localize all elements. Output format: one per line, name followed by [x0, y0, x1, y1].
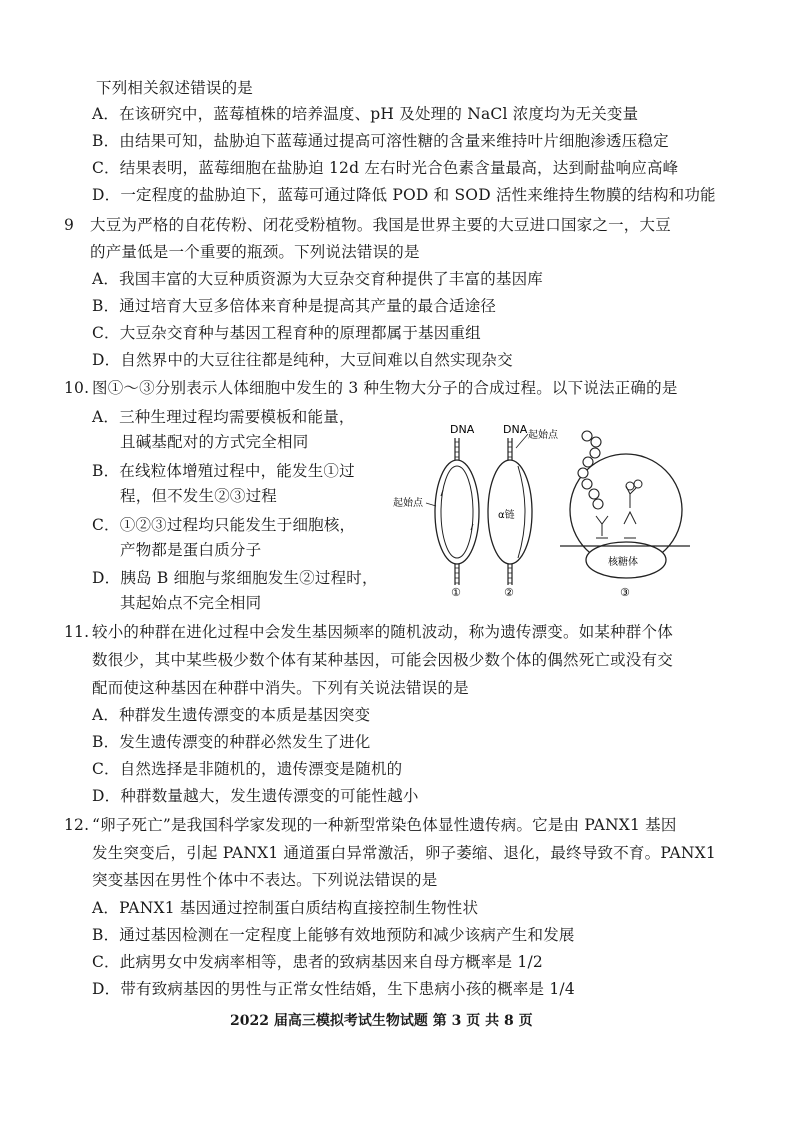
q12-option-a: A．PANX1 基因通过控制蛋白质结构直接控制生物性状	[92, 899, 479, 917]
q9-option-a: A．我国丰富的大豆种质资源为大豆杂交育种提供了丰富的基因库	[92, 270, 543, 288]
polypeptide-chain	[578, 431, 603, 509]
figure-mark3: ③	[620, 586, 630, 599]
replication-arrows	[441, 490, 473, 530]
q11-stem-line2: 数很少，其中某些极少数个体有某种基因，可能会因极少数个体的偶然死亡或没有交	[92, 651, 673, 669]
origin-left-pointer	[426, 503, 436, 506]
q12-option-c: C．此病男女中发病率相等，患者的致病基因来自母方概率是 1/2	[92, 953, 543, 971]
trna-molecules	[596, 480, 642, 538]
q9-number: 9	[64, 216, 75, 234]
q9-option-d: D．自然界中的大豆往往都是纯种，大豆间难以自然实现杂交	[92, 351, 513, 369]
replication-bubble-inner	[441, 466, 473, 558]
q11-option-a: A．种群发生遗传漂变的本质是基因突变	[92, 706, 371, 724]
q10-option-a-line1: A．三种生理过程均需要模板和能量，	[92, 408, 355, 426]
q10-option-c-line2: 产物都是蛋白质分子	[120, 541, 262, 559]
q10-option-a-line2: 且碱基配对的方式完全相同	[120, 433, 309, 451]
dna2-bottom-rungs	[508, 568, 512, 583]
figure-origin-top-label: 起始点	[528, 430, 558, 441]
q9-option-c: C．大豆杂交育种与基因工程育种的原理都属于基因重组	[92, 324, 481, 342]
figure-mark1: ①	[451, 586, 461, 599]
q10-stem: 图①～③分别表示人体细胞中发生的 3 种生物大分子的合成过程。以下说法正确的是	[92, 379, 678, 397]
dna1-bottom-rungs	[455, 568, 459, 583]
q9-stem-line2: 的产量低是一个重要的瓶颈。下列说法错误的是	[90, 243, 420, 261]
q11-number: 11.	[64, 623, 90, 641]
q12-stem-line3: 突变基因在男性个体中不表达。下列说法错误的是	[92, 871, 438, 889]
q11-stem-line3: 配而使这种基因在种群中消失。下列有关说法错误的是	[92, 679, 469, 697]
figure-a-chain-label: α链	[498, 510, 515, 521]
figure-mark2: ②	[504, 586, 514, 599]
q9-option-b: B．通过培育大豆多倍体来育种是提高其产量的最合适途径	[92, 297, 497, 315]
q8-option-d: D．一定程度的盐胁迫下，蓝莓可通过降低 POD 和 SOD 活性来维持生物膜的结构和功能	[92, 186, 716, 204]
dna2-top-rungs	[508, 442, 512, 457]
q10-option-d-line1: D．胰岛 B 细胞与浆细胞发生②过程时，	[92, 569, 378, 587]
q10-option-b-line1: B．在线粒体增殖过程中，能发生①过	[92, 462, 355, 480]
q11-stem-line1: 较小的种群在进化过程中会发生基因频率的随机波动，称为遗传漂变。如某种群个体	[92, 623, 673, 641]
origin-top-pointer	[516, 434, 528, 448]
q9-stem-line1: 大豆为严格的自花传粉、闭花受粉植物。我国是世界主要的大豆进口国家之一，大豆	[90, 216, 671, 234]
page-footer: 2022 届高三模拟考试生物试题 第 3 页 共 8 页	[230, 1013, 533, 1029]
q8-stem: 下列相关叙述错误的是	[96, 79, 254, 97]
q10-option-d-line2: 其起始点不完全相同	[120, 594, 262, 612]
q10-option-c-line1: C．①②③过程均只能发生于细胞核，	[92, 516, 356, 534]
figure-dna2-label: DNA	[503, 423, 528, 436]
figure-ribosome-label: 核糖体	[608, 557, 638, 568]
q8-option-a: A．在该研究中，蓝莓植株的培养温度、pH 及处理的 NaCl 浓度均为无关变量	[92, 105, 639, 123]
q10-number: 10.	[64, 379, 90, 397]
rna-strand	[518, 466, 525, 558]
q10-option-b-line2: 程，但不发生②③过程	[120, 487, 278, 505]
q12-stem-line1: “卵子死亡”是我国科学家发现的一种新型常染色体显性遗传病。它是由 PANX1 基因	[92, 816, 677, 834]
q12-stem-line2: 发生突变后，引起 PANX1 通道蛋白异常激活，卵子萎缩、退化，最终导致不育。PANX1	[92, 844, 716, 862]
q8-option-c: C．结果表明，蓝莓细胞在盐胁迫 12d 左右时光合色素含量最高，达到耐盐响应高峰	[92, 159, 679, 177]
q8-option-b: B．由结果可知，盐胁迫下蓝莓通过提高可溶性糖的含量来维持叶片细胞渗透压稳定	[92, 132, 669, 150]
synthesis-figure	[390, 420, 690, 600]
q12-option-b: B．通过基因检测在一定程度上能够有效地预防和减少该病产生和发展	[92, 926, 575, 944]
q11-option-c: C．自然选择是非随机的，遗传漂变是随机的	[92, 760, 403, 778]
q11-option-d: D．种群数量越大，发生遗传漂变的可能性越小	[92, 787, 419, 805]
replication-bubble-outer	[435, 460, 479, 564]
q11-option-b: B．发生遗传漂变的种群必然发生了进化	[92, 733, 371, 751]
figure-origin-left-label: 起始点	[393, 498, 423, 509]
figure-dna1-label: DNA	[450, 423, 475, 436]
q12-number: 12.	[64, 816, 90, 834]
dna1-top-rungs	[455, 442, 459, 457]
q12-option-d: D．带有致病基因的男性与正常女性结婚，生下患病小孩的概率是 1/4	[92, 980, 575, 998]
